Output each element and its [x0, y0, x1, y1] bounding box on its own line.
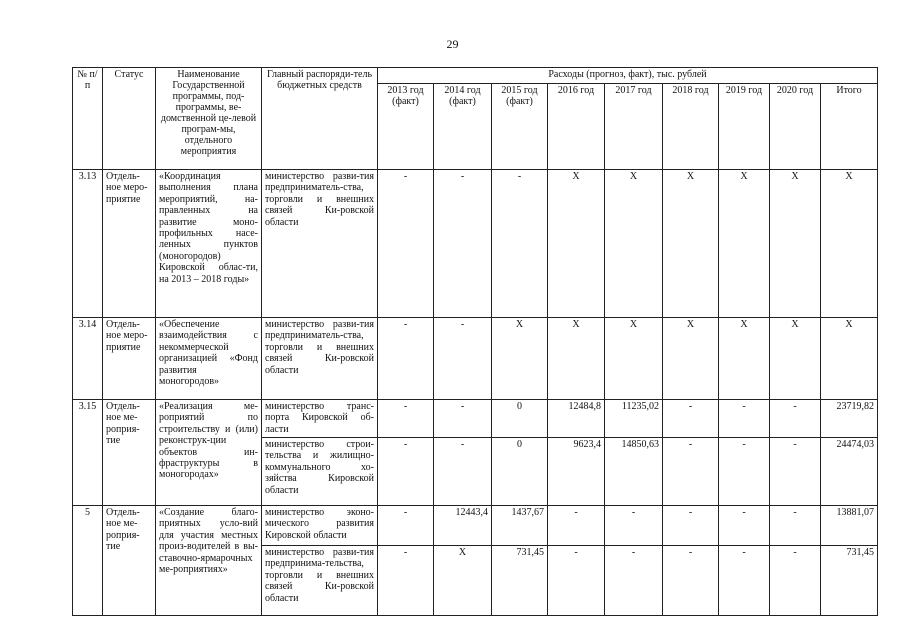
- value-cell: -: [770, 506, 821, 546]
- value-cell: -: [492, 170, 548, 318]
- value-cell: 731,45: [821, 546, 878, 616]
- row-status: Отдель-ное ме-роприя-тие: [103, 506, 156, 616]
- row-num: 3.13: [73, 170, 103, 318]
- value-cell: 11235,02: [605, 400, 663, 438]
- header-year: 2019 год: [719, 84, 770, 170]
- header-year: 2014 год (факт): [434, 84, 492, 170]
- value-cell: -: [434, 400, 492, 438]
- value-cell: X: [605, 318, 663, 400]
- value-cell: -: [378, 318, 434, 400]
- value-cell: -: [378, 546, 434, 616]
- row-owner: министерство разви-тия предпринима-тельства, торговли и внешних связей Ки-ровской области: [262, 546, 378, 616]
- value-cell: 0: [492, 400, 548, 438]
- value-cell: 24474,03: [821, 438, 878, 506]
- value-cell: -: [548, 546, 605, 616]
- value-cell: X: [492, 318, 548, 400]
- value-cell: 1437,67: [492, 506, 548, 546]
- value-cell: X: [548, 318, 605, 400]
- header-year: 2015 год (факт): [492, 84, 548, 170]
- row-owner: министерство эконо-мического развития Кировской области: [262, 506, 378, 546]
- header-year: 2016 год: [548, 84, 605, 170]
- value-cell: 12484,8: [548, 400, 605, 438]
- value-cell: 13881,07: [821, 506, 878, 546]
- value-cell: 0: [492, 438, 548, 506]
- value-cell: X: [821, 170, 878, 318]
- value-cell: X: [548, 170, 605, 318]
- value-cell: -: [378, 400, 434, 438]
- header-row: [73, 68, 878, 84]
- value-cell: -: [605, 506, 663, 546]
- value-cell: X: [770, 318, 821, 400]
- row-num: 3.14: [73, 318, 103, 400]
- value-cell: -: [605, 546, 663, 616]
- row-num: 5: [73, 506, 103, 616]
- row-name: «Реализация ме-роприятий по строительству и (или) реконструк-ции объектов ин-фраструктуры в моногородах»: [156, 400, 262, 506]
- value-cell: X: [663, 170, 719, 318]
- header-status: Статус: [103, 68, 156, 170]
- table-row: [73, 506, 878, 546]
- value-cell: X: [770, 170, 821, 318]
- value-cell: -: [548, 506, 605, 546]
- header-expenses: Расходы (прогноз, факт), тыс. рублей: [378, 68, 878, 84]
- value-cell: X: [663, 318, 719, 400]
- value-cell: -: [378, 438, 434, 506]
- row-name: «Координация выполнения плана мероприятий, на-правленных на развитие моно-профильных насе-ленных пунктов (моногородов) Кировской облас-ти, на 2013 – 2018 годы»: [156, 170, 262, 318]
- header-owner: Главный распоряди-тель бюджетных средств: [262, 68, 378, 170]
- value-cell: -: [663, 438, 719, 506]
- value-cell: -: [434, 318, 492, 400]
- value-cell: -: [770, 438, 821, 506]
- value-cell: -: [719, 506, 770, 546]
- row-owner: министерство строи-тельства и жилищно-коммунального хо-зяйства Кировской области: [262, 438, 378, 506]
- row-status: Отдель-ное ме-роприя-тие: [103, 400, 156, 506]
- header-year: 2020 год: [770, 84, 821, 170]
- value-cell: 731,45: [492, 546, 548, 616]
- value-cell: -: [770, 400, 821, 438]
- value-cell: 14850,63: [605, 438, 663, 506]
- value-cell: X: [821, 318, 878, 400]
- value-cell: -: [719, 400, 770, 438]
- value-cell: -: [663, 506, 719, 546]
- table-row: [73, 318, 878, 400]
- value-cell: -: [719, 546, 770, 616]
- value-cell: -: [434, 438, 492, 506]
- row-name: «Создание благо-приятных усло-вий для участия местных произ-водителей в вы-ставочно-ярмарочных ме-роприятиях»: [156, 506, 262, 616]
- header-name: Наименование Государственной программы, под-программы, ве-домственной це-левой програм-мы, отдельного мероприятия: [156, 68, 262, 170]
- header-num: № п/п: [73, 68, 103, 170]
- header-year: 2018 год: [663, 84, 719, 170]
- row-status: Отдель-ное меро-приятие: [103, 170, 156, 318]
- value-cell: -: [434, 170, 492, 318]
- value-cell: -: [663, 400, 719, 438]
- value-cell: 12443,4: [434, 506, 492, 546]
- header-year: Итого: [821, 84, 878, 170]
- value-cell: X: [719, 318, 770, 400]
- page-number: 29: [446, 37, 459, 51]
- value-cell: -: [719, 438, 770, 506]
- value-cell: -: [770, 546, 821, 616]
- value-cell: -: [378, 506, 434, 546]
- budget-table: [72, 67, 878, 616]
- row-owner: министерство разви-тия предприниматель-ства, торговли и внешних связей Ки-ровской области: [262, 318, 378, 400]
- row-num: 3.15: [73, 400, 103, 506]
- table-row: [73, 170, 878, 318]
- value-cell: X: [719, 170, 770, 318]
- table-row: [73, 400, 878, 438]
- value-cell: -: [378, 170, 434, 318]
- header-year: 2013 год (факт): [378, 84, 434, 170]
- value-cell: 9623,4: [548, 438, 605, 506]
- header-year: 2017 год: [605, 84, 663, 170]
- value-cell: 23719,82: [821, 400, 878, 438]
- row-owner: министерство разви-тия предприниматель-ства, торговли и внешних связей Ки-ровской области: [262, 170, 378, 318]
- row-name: «Обеспечение взаимодействия с некоммерческой организацией «Фонд развития моногородов»: [156, 318, 262, 400]
- row-status: Отдель-ное меро-приятие: [103, 318, 156, 400]
- value-cell: X: [434, 546, 492, 616]
- value-cell: X: [605, 170, 663, 318]
- value-cell: -: [663, 546, 719, 616]
- row-owner: министерство транс-порта Кировской об-ласти: [262, 400, 378, 438]
